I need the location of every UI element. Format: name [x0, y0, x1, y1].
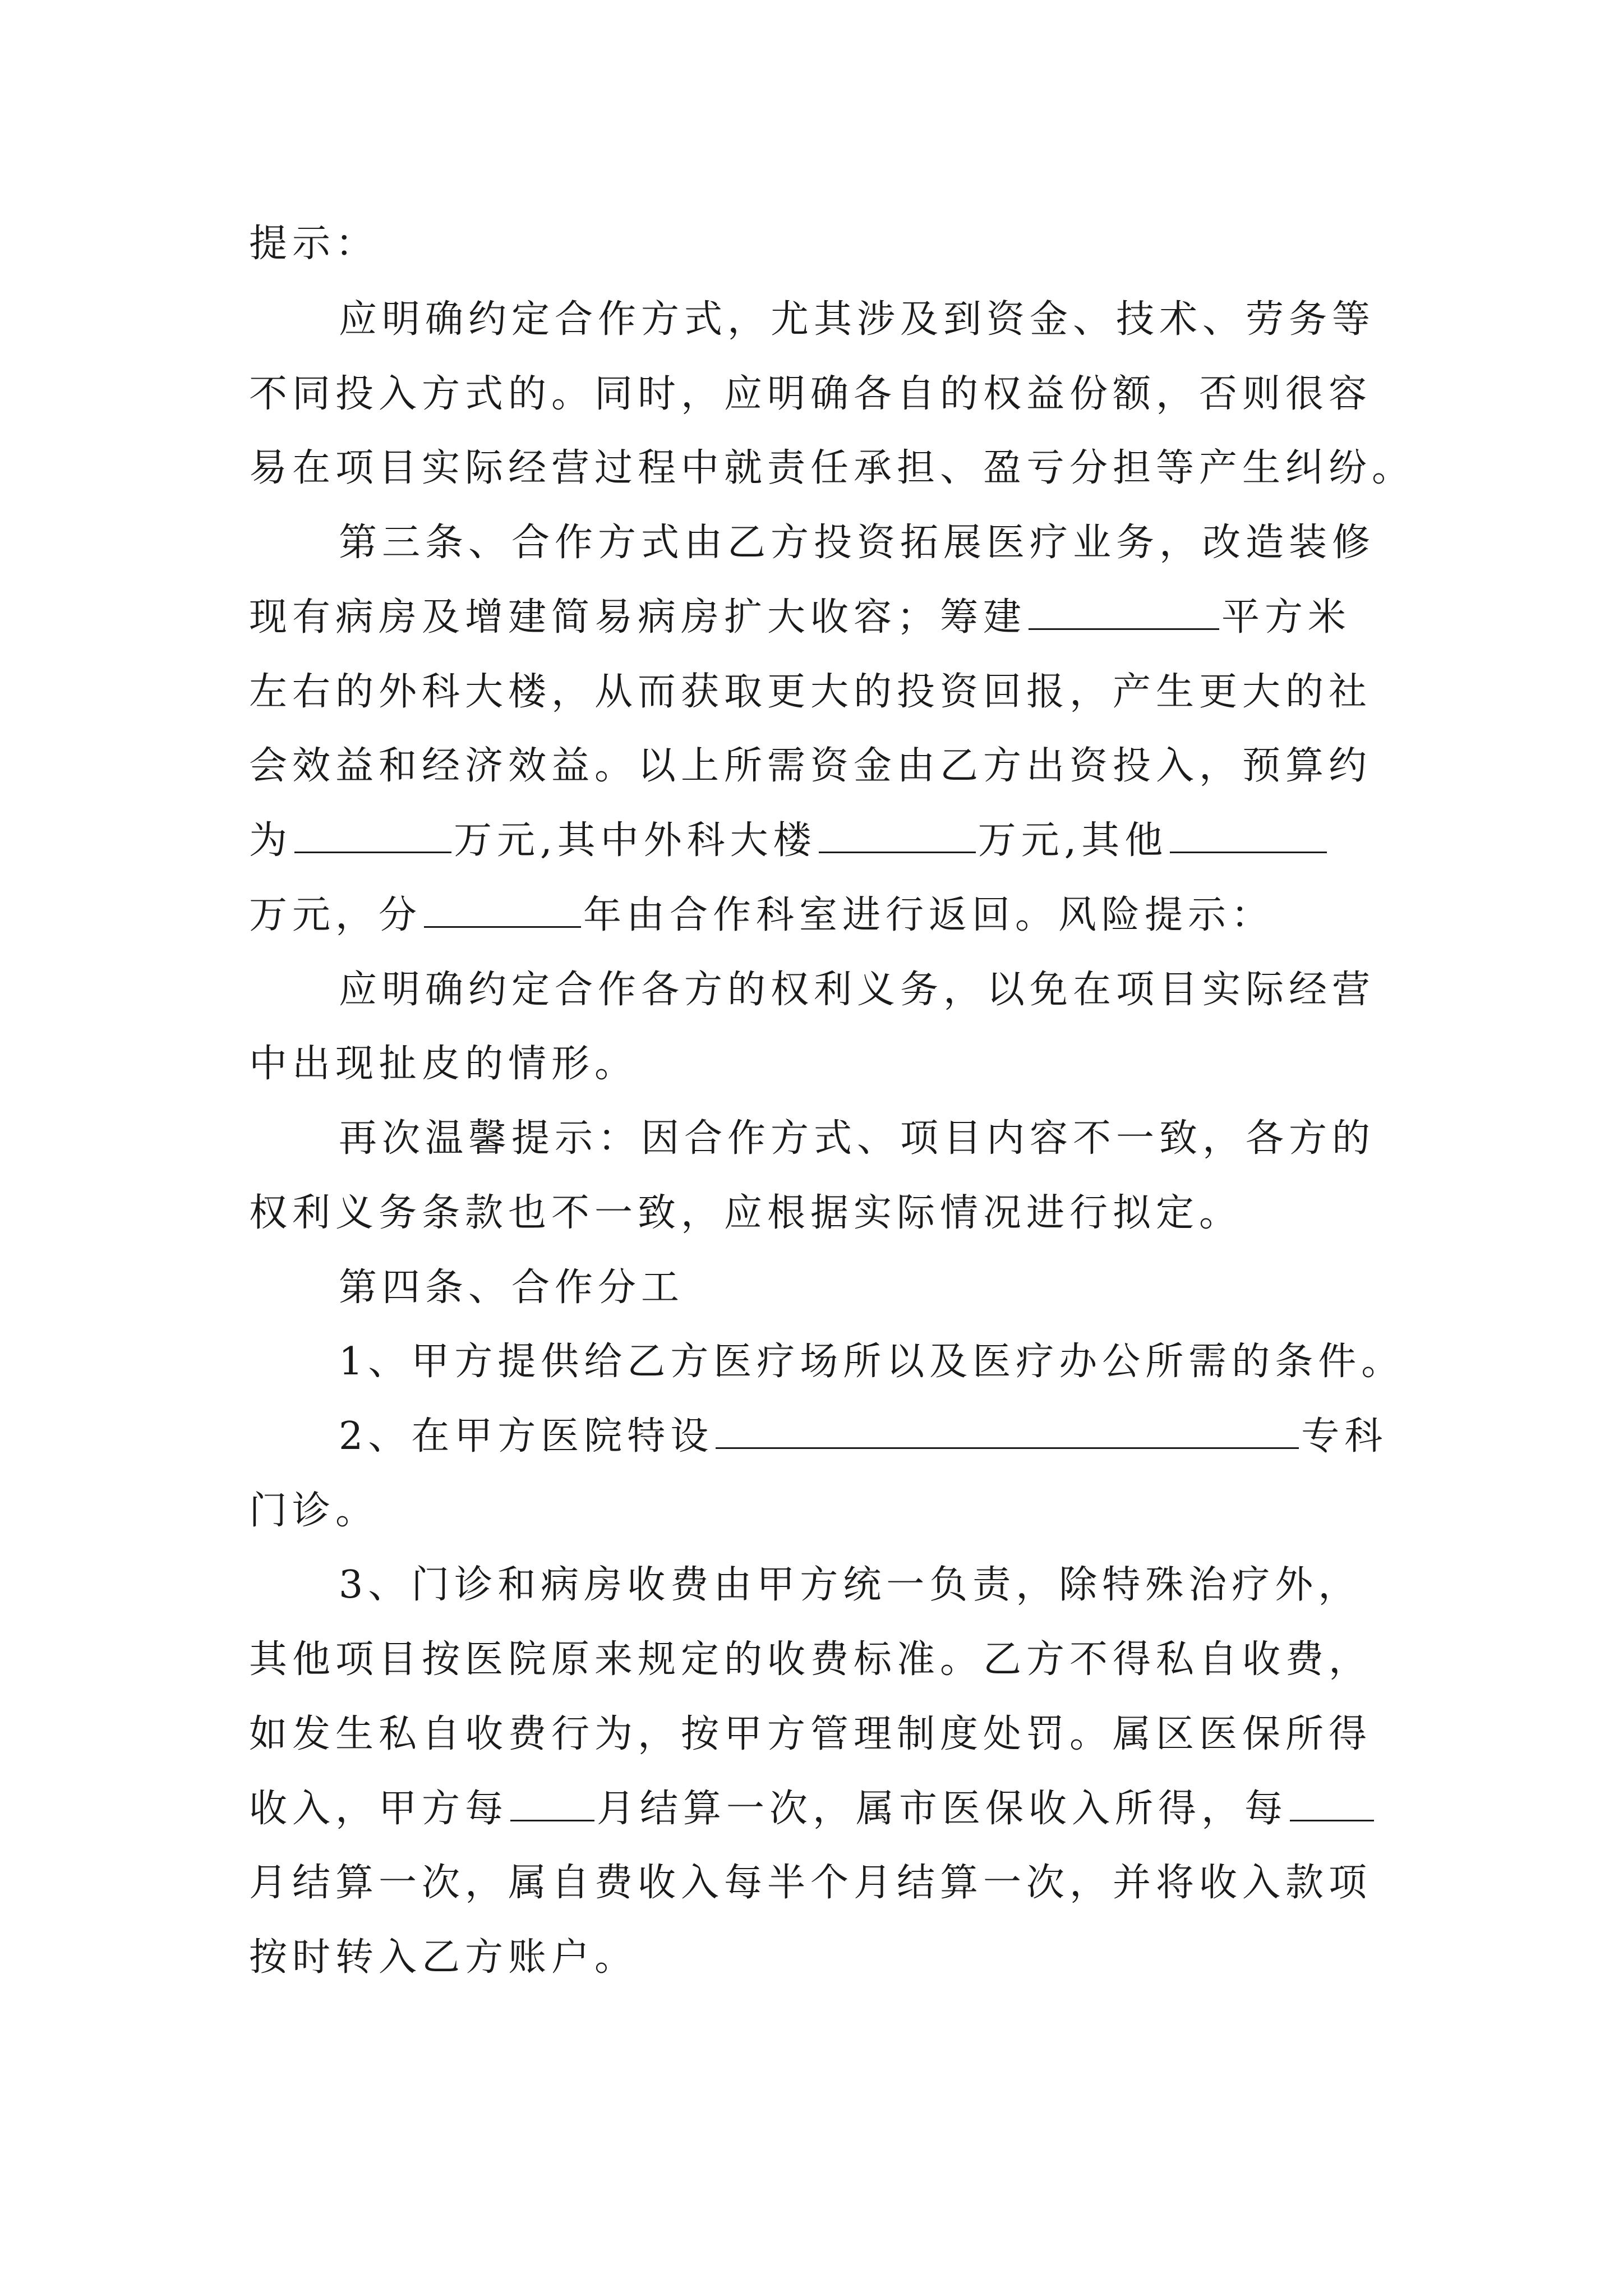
text-line: 提示： — [249, 222, 379, 266]
text-line: 门诊。 — [249, 1489, 379, 1533]
fill-in-blank — [1170, 819, 1327, 853]
text-line — [249, 1781, 1376, 1837]
text-line: 如发生私自收费行为，按甲方管理制度处罚。属区医保所得 — [249, 1712, 1372, 1756]
text-line: 第三条、合作方式由乙方投资拓展医疗业务，改造装修 — [339, 521, 1376, 565]
text-line: 左右的外科大楼，从而获取更大的投资回报，产生更大的社 — [249, 670, 1372, 714]
text-segment: 年由合作科室进行返回。风险提示： — [583, 893, 1275, 937]
text-line: 不同投入方式的。同时，应明确各自的权益份额，否则很容 — [249, 372, 1372, 416]
fill-in-blank — [1290, 1787, 1374, 1821]
text-line: 中出现扯皮的情形。 — [249, 1042, 638, 1086]
text-segment: 收入，甲方每 — [249, 1787, 509, 1831]
fill-in-blank — [716, 1415, 1299, 1449]
text-line: 月结算一次，属自费收入每半个月结算一次，并将收入款项 — [249, 1861, 1372, 1905]
text-line: 其他项目按医院原来规定的收费标准。乙方不得私自收费， — [249, 1637, 1372, 1682]
text-line: 按时转入乙方账户。 — [249, 1935, 638, 1980]
text-segment: 为 — [249, 818, 293, 863]
fill-in-blank — [819, 819, 976, 853]
text-line: 会效益和经济效益。以上所需资金由乙方出资投入，预算约 — [249, 744, 1372, 788]
text-line — [249, 813, 1329, 869]
text-segment: 平方米 — [1221, 595, 1352, 639]
text-segment: 专科 — [1301, 1414, 1388, 1458]
text-line: 3、门诊和病房收费由甲方统一负责，除特殊治疗外， — [339, 1563, 1362, 1607]
text-segment: 万元，分 — [249, 893, 422, 937]
fill-in-blank — [510, 1787, 594, 1821]
text-line: 应明确约定合作方式，尤其涉及到资金、技术、劳务等 — [339, 297, 1376, 342]
text-line — [249, 887, 1274, 944]
text-segment: 万元,其他 — [978, 818, 1168, 863]
text-line: 应明确约定合作各方的权利义务，以免在项目实际经营 — [339, 968, 1376, 1012]
text-line: 易在项目实际经营过程中就责任承担、盈亏分担等产生纠纷。 — [249, 446, 1415, 490]
text-segment: 万元,其中外科大楼 — [454, 818, 817, 863]
text-line: 1、甲方提供给乙方医疗场所以及医疗办公所需的条件。 — [339, 1340, 1405, 1384]
fill-in-blank — [424, 894, 581, 928]
text-line: 再次温馨提示：因合作方式、项目内容不一致，各方的 — [339, 1116, 1376, 1161]
fill-in-blank — [1029, 596, 1219, 630]
section-heading: 第四条、合作分工 — [339, 1266, 685, 1310]
text-segment: 月结算一次，属市医保收入所得，每 — [597, 1787, 1288, 1831]
text-segment: 2、在甲方医院特设 — [339, 1414, 714, 1458]
fill-in-blank — [294, 819, 451, 853]
text-segment: 现有病房及增建简易病房扩大收容；筹建 — [249, 595, 1027, 639]
text-line — [339, 1409, 1387, 1465]
text-line: 权利义务条款也不一致，应根据实际情况进行拟定。 — [249, 1191, 1243, 1235]
text-line — [249, 590, 1351, 646]
